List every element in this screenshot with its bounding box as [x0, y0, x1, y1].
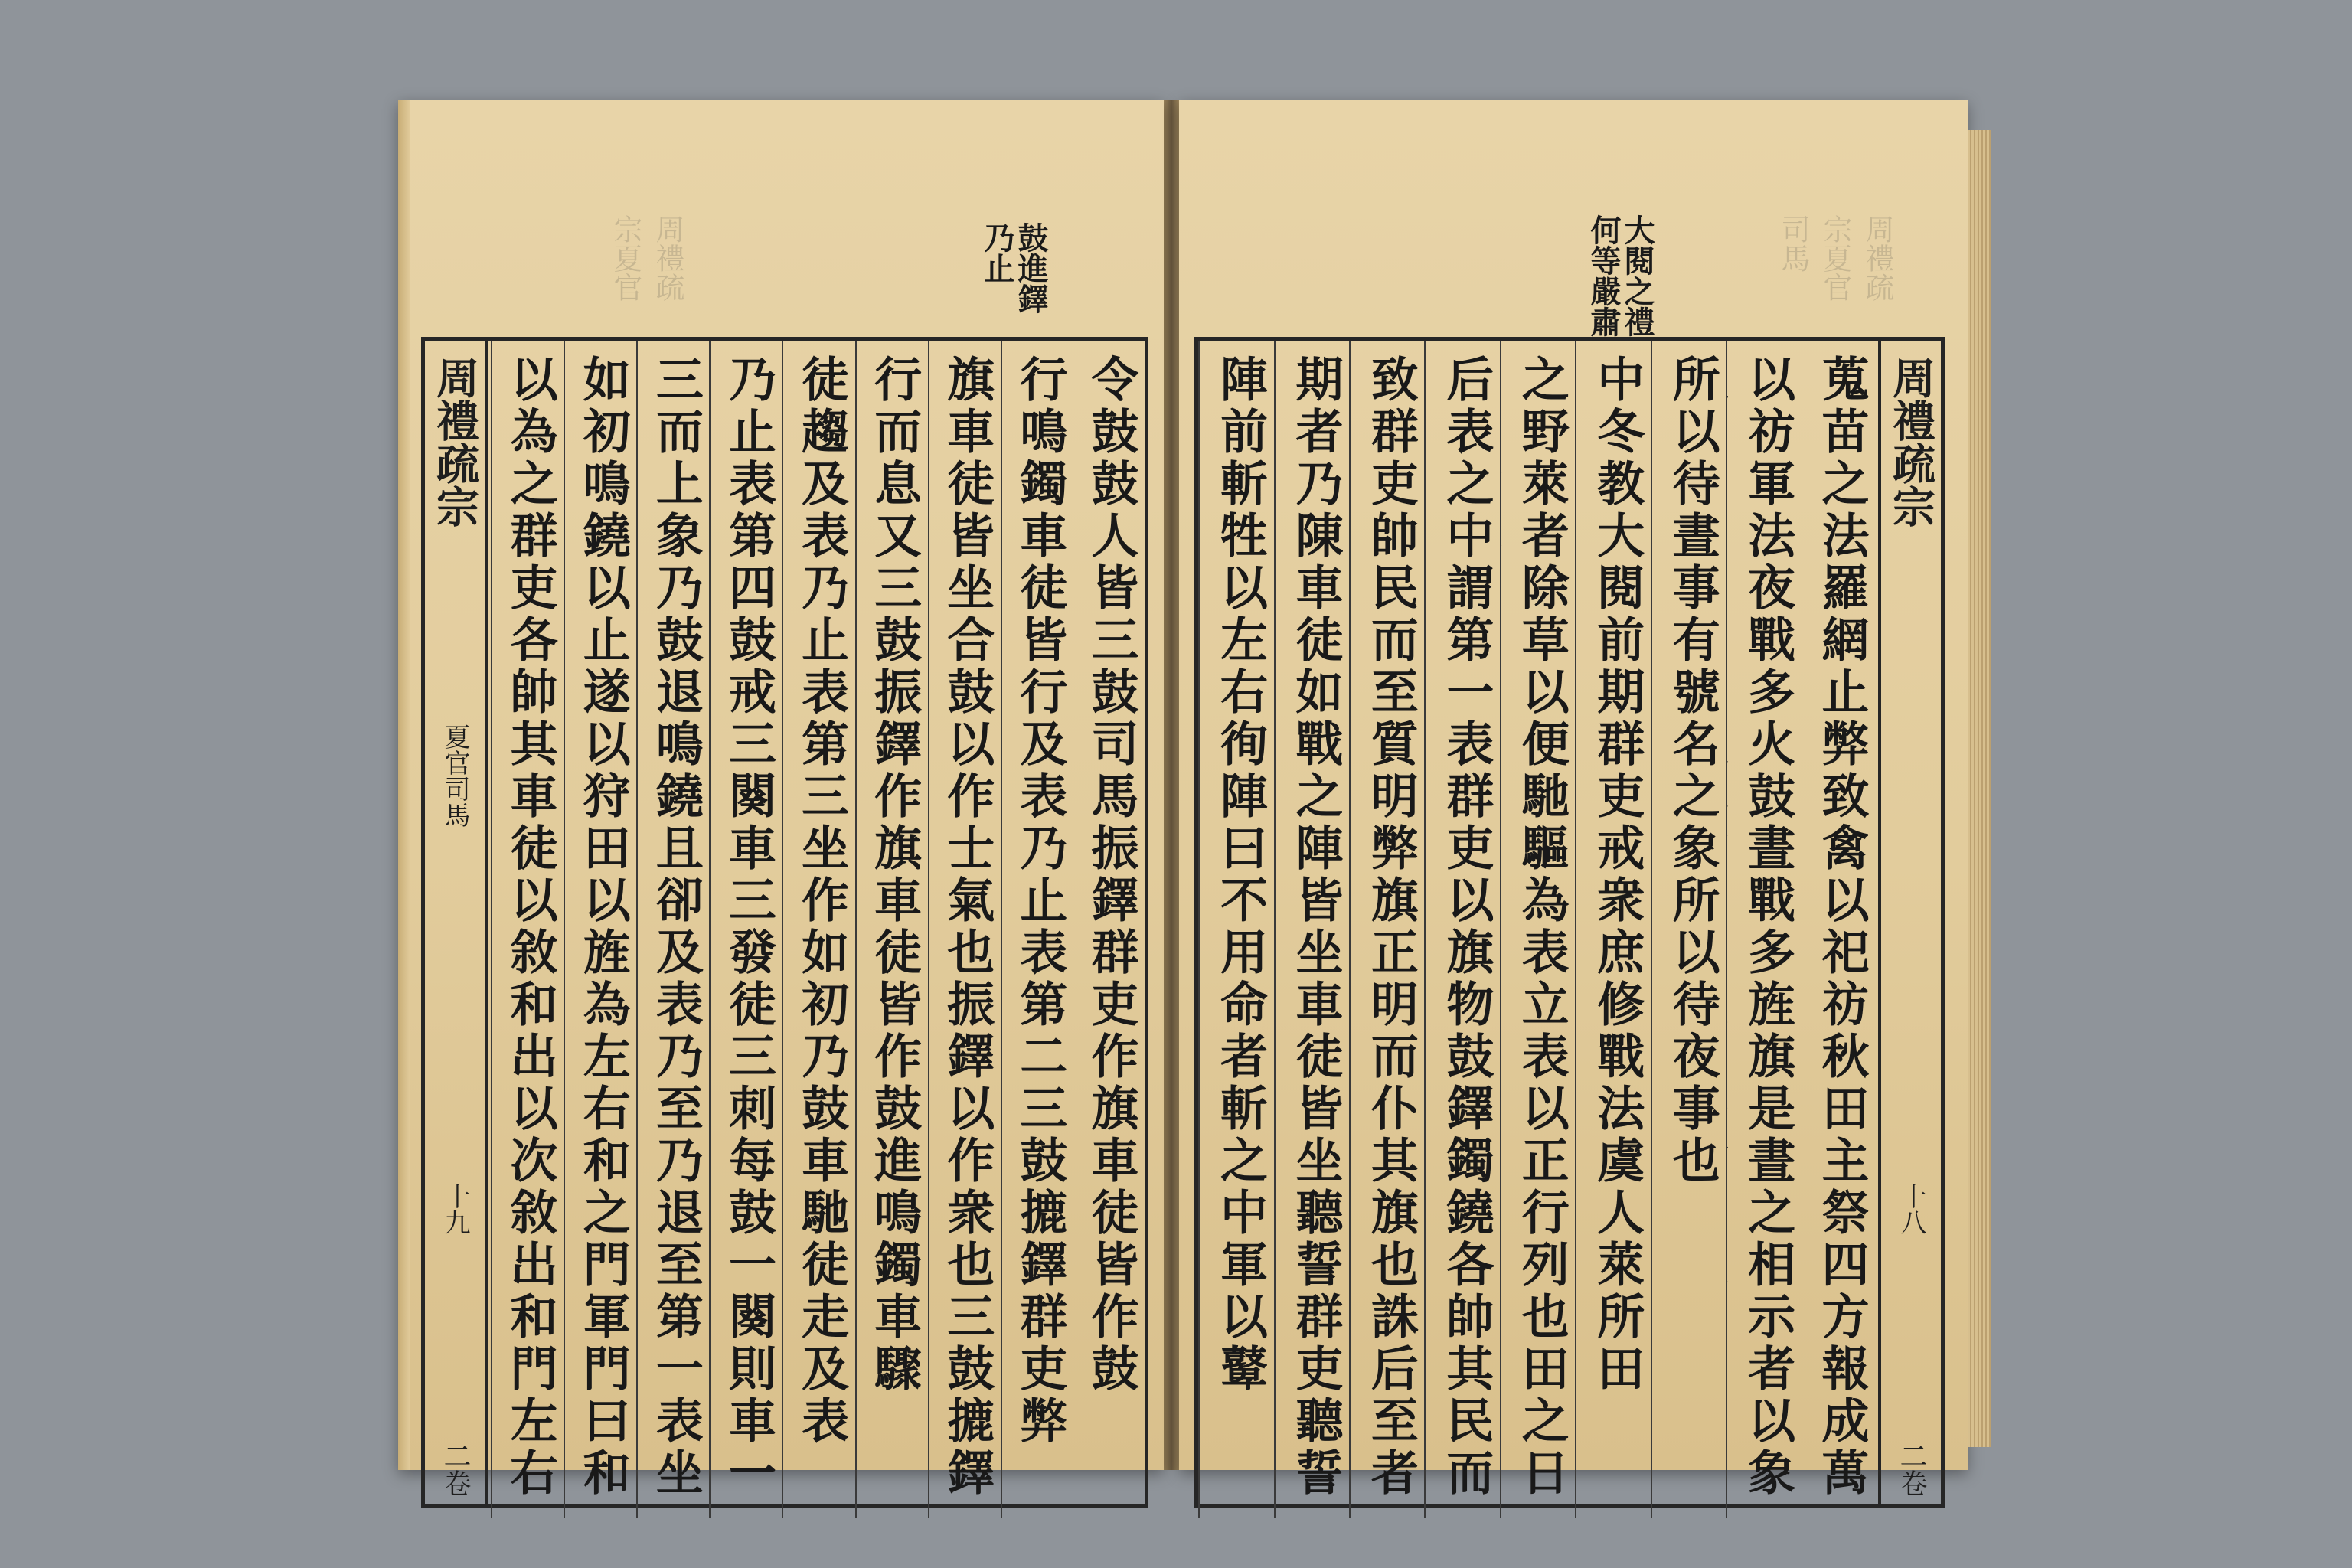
text-column: 期者乃陳車徒如戰之陣皆坐車徒皆坐聽誓群吏聽誓: [1274, 341, 1349, 1518]
text-column: 之野萊者除草以便馳驅為表立表以正行列也田之日: [1500, 341, 1575, 1518]
left-page-edge: [398, 100, 410, 1470]
left-banxin-title: 周禮疏宗: [430, 356, 480, 528]
left-banxin-volume: 二卷: [439, 1442, 471, 1497]
right-bleed-through: 周禮疏宗夏官司馬: [1776, 214, 1894, 302]
text-column: 陣前斬牲以左右徇陣曰不用命者斬之中軍以鼙: [1198, 341, 1273, 1518]
right-page: [1179, 100, 1968, 1500]
left-banxin: [425, 341, 488, 1504]
text-column: 中冬教大閱前期群吏戒衆庶修戰法虞人萊所田: [1575, 341, 1650, 1518]
left-text-columns: [491, 341, 1145, 1504]
text-column: 三而上象乃鼓退鳴鐃且卻及表乃至乃退至第一表坐: [636, 341, 709, 1518]
left-banxin-folio: 十九: [439, 1183, 470, 1235]
text-column: 以祊軍法夜戰多火鼓晝戰多旌旗是晝之相示者以象: [1726, 341, 1801, 1518]
text-column: 后表之中謂第一表群吏以旗物鼓鐸鐲鐃各帥其民而: [1424, 341, 1499, 1518]
text-column: 蒐苗之法羅網止弊致禽以祀祊秋田主祭四方報成萬: [1814, 354, 1870, 1500]
right-banxin: [1878, 341, 1941, 1504]
text-column: 以為之群吏各帥其車徒以敘和出以次敘出和門左右: [491, 341, 564, 1518]
left-bleed-through: 周禮疏宗夏官: [609, 214, 684, 302]
left-text-frame: [421, 337, 1148, 1508]
right-page-stack-edge: [1968, 130, 1991, 1447]
left-top-note: 鼓進鐸乃止: [979, 222, 1049, 314]
text-column: 行鳴鐲車徒皆行及表乃止表第二三鼓摝鐸群吏弊: [1001, 341, 1073, 1518]
right-banxin-volume: 二卷: [1896, 1442, 1927, 1497]
text-column: 旗車徒皆坐合鼓以作士氣也振鐸以作衆也三鼓摝鐸: [928, 341, 1001, 1518]
left-banxin-section: 夏官司馬: [439, 724, 470, 828]
right-top-note: 大閱之禮何等嚴肅: [1586, 214, 1655, 337]
text-column: 如初鳴鐃以止遂以狩田以旌為左右和之門軍門曰和: [564, 341, 636, 1518]
right-text-frame: [1194, 337, 1945, 1508]
left-page: [398, 100, 1164, 1500]
right-banxin-title: 周禮疏宗: [1886, 356, 1936, 528]
text-column: 乃止表第四鼓戒三闋車三發徒三刺每鼓一闋則車一: [709, 341, 782, 1518]
right-banxin-folio: 十八: [1896, 1183, 1926, 1235]
text-column: 所以待晝事有號名之象所以待夜事也: [1651, 341, 1726, 1518]
text-column: 令鼓鼓人皆三鼓司馬振鐸群吏作旗車徒皆作鼓: [1083, 354, 1139, 1396]
right-text-columns: [1198, 341, 1875, 1504]
text-column: 行而息又三鼓振鐸作旗車徒皆作鼓進鳴鐲車驟: [855, 341, 928, 1518]
text-column: 致群吏帥民而至質明弊旗正明而仆其旗也誅后至者: [1349, 341, 1424, 1518]
text-column: 徒趨及表乃止表第三坐作如初乃鼓車馳徒走及表: [782, 341, 854, 1518]
